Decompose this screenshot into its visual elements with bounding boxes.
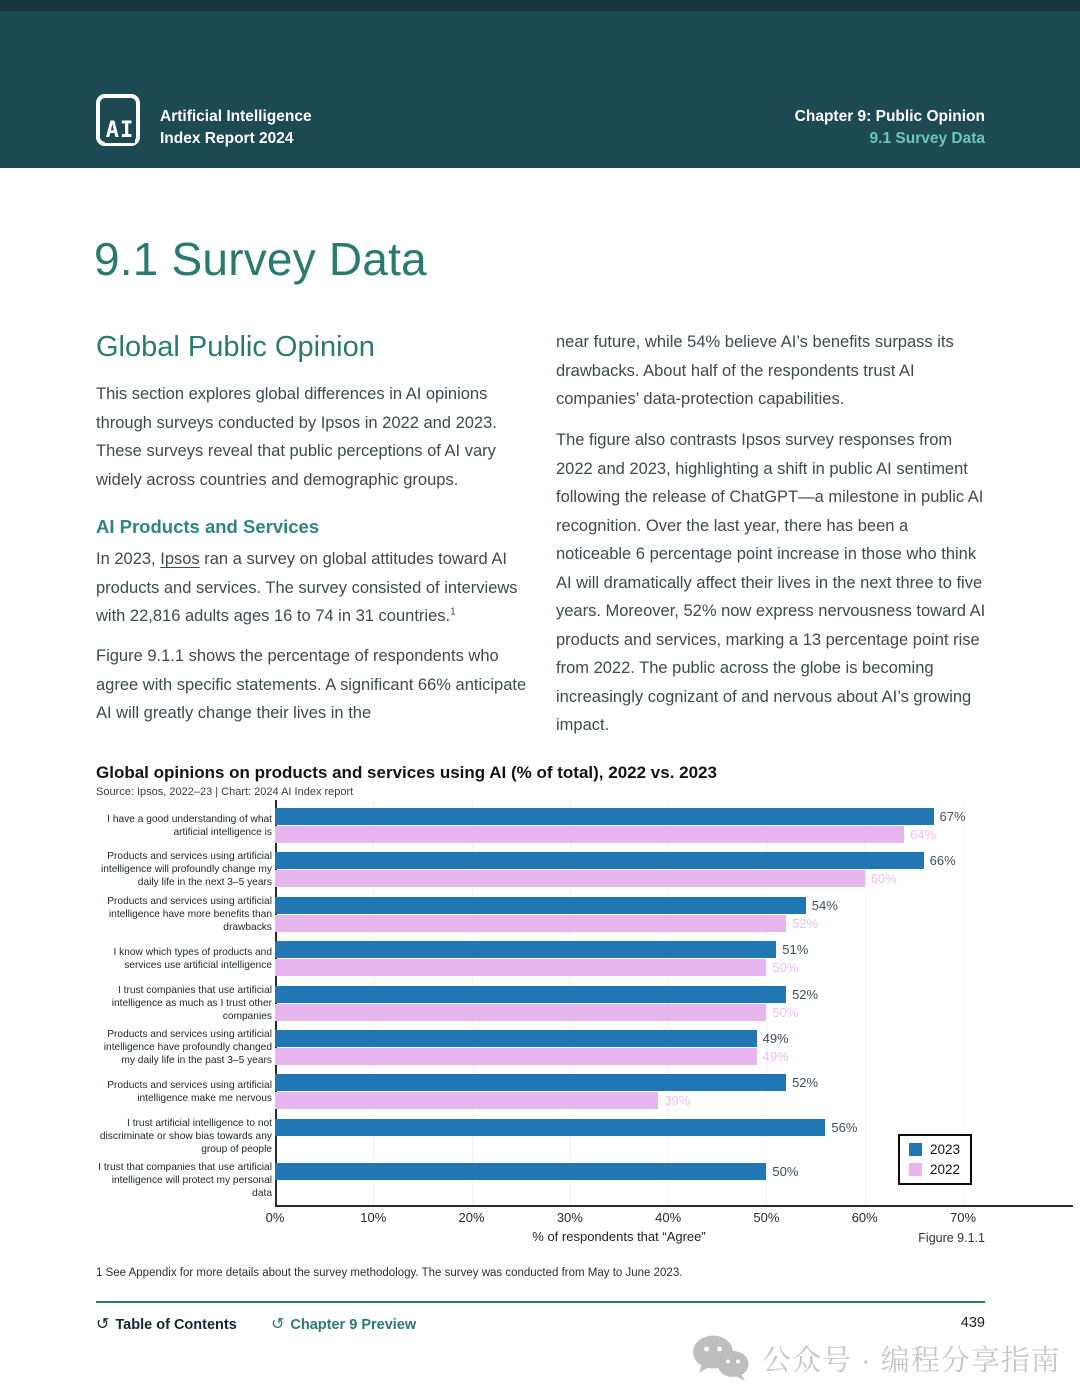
right-paragraph-1: near future, while 54% believe AI’s benefits surpass its drawbacks. About half of the respondents trust AI companies’ data-protection capabilities.	[556, 333, 954, 408]
bar-value-2023: 52%	[792, 987, 819, 1002]
footnote-marker: 1	[450, 606, 456, 618]
x-tick-label: 0%	[265, 1210, 285, 1225]
bar-value-2023: 67%	[939, 809, 966, 824]
figure-caption: Figure 9.1.1	[918, 1231, 985, 1245]
ipsos-link[interactable]: Ipsos	[160, 550, 200, 568]
bar-value-2022: 39%	[664, 1092, 691, 1108]
legend-label-2023: 2023	[930, 1142, 961, 1157]
header-top-strip	[0, 0, 1080, 11]
header-section: 9.1 Survey Data	[869, 129, 985, 147]
bar-2023	[275, 986, 786, 1003]
x-tick-label: 40%	[655, 1210, 682, 1225]
watermark-text: 公众号 · 编程分享指南	[762, 1344, 1061, 1377]
bar-value-2022: 49%	[762, 1048, 789, 1064]
legend-row	[909, 1162, 960, 1177]
x-axis-label: % of respondents that “Agree”	[532, 1229, 706, 1244]
chapter-9-preview-link[interactable]	[271, 1315, 416, 1335]
logo-text: AI	[105, 118, 135, 143]
bar-2022	[275, 826, 904, 843]
bar-2023	[275, 808, 934, 825]
x-tick-label: 50%	[753, 1210, 780, 1225]
x-tick-label: 70%	[949, 1210, 977, 1225]
x-axis-line	[275, 1205, 1073, 1207]
category-label: I trust companies that use artificial intelligence as much as I trust other companies	[111, 985, 272, 1022]
bar-value-2023: 66%	[929, 853, 956, 868]
right-paragraph-2: The figure also contrasts Ipsos survey responses from 2022 and 2023, highlighting a shift in public AI sentiment following the release of ChatGPT—a milestone in public AI recognition. Over the last year, there has been a noticeable 6 percentage point increase in those who think AI will dramatically affect their lives in the next three to five years. Moreover, 52% now express nervousness toward AI products and services, marking a 13 percentage point rise from 2022. The public across the globe is becoming increasingly cognizant of and nervous about AI’s growing impact.	[556, 431, 986, 734]
ai-index-logo-icon	[96, 94, 140, 146]
x-tick-label: 10%	[360, 1210, 387, 1225]
legend-row	[909, 1142, 960, 1157]
bar-chart-figure-9-1-1	[96, 800, 985, 1260]
bar-value-2023: 49%	[762, 1031, 789, 1046]
bar-2022	[275, 915, 786, 932]
brand-line2: Index Report 2024	[160, 129, 294, 147]
category-label: I trust artificial intelligence to not discriminate or show bias towards any group of people	[99, 1118, 272, 1155]
header-breadcrumb	[795, 106, 985, 149]
subheading-ai-products-services: AI Products and Services	[96, 516, 320, 537]
bar-value-2023: 56%	[831, 1120, 858, 1135]
table-of-contents-link[interactable]	[96, 1315, 237, 1335]
bar-2023	[275, 852, 924, 869]
paragraph2-post: ran a survey on global attitudes toward AI products and services. The survey consisted of interviews with 22,816 adults ages 16 to 74 in 31 countries.	[96, 550, 518, 625]
preview-label: Chapter 9 Preview	[290, 1317, 417, 1333]
bar-2023	[275, 1074, 786, 1091]
category-label: Products and services using artificial intelligence have more benefits than drawbacks	[107, 896, 272, 933]
bar-2022	[275, 870, 865, 887]
x-tick-label: 20%	[458, 1210, 485, 1225]
brand-line1: Artificial Intelligence	[160, 108, 312, 125]
bar-2023	[275, 1119, 825, 1136]
wechat-icon	[692, 1334, 750, 1382]
paragraph2-pre: In 2023,	[96, 550, 161, 568]
page-number: 439	[960, 1315, 985, 1331]
footer-divider	[96, 1301, 985, 1303]
header-chapter: Chapter 9: Public Opinion	[794, 108, 985, 125]
bar-value-2022: 64%	[910, 826, 937, 842]
category-label: Products and services using artificial intelligence make me nervous	[107, 1079, 272, 1104]
back-arrow-icon: ↺	[271, 1316, 285, 1333]
bar-2022	[275, 1048, 757, 1065]
section-heading-global-public-opinion: Global Public Opinion	[96, 331, 375, 363]
left-paragraph-3: Figure 9.1.1 shows the percentage of respondents who agree with specific statements. A significant 66% anticipate AI will greatly change their lives in the	[96, 647, 527, 722]
page-title: 9.1 Survey Data	[94, 233, 427, 285]
category-label: Products and services using artificial intelligence will profoundly change my daily life in the next 3–5 years	[100, 851, 272, 888]
left-paragraph-1: This section explores global differences in AI opinions through surveys conducted by Ipsos in 2022 and 2023. These surveys reveal that public perceptions of AI vary widely across countries and demographic groups.	[96, 385, 497, 489]
bar-value-2022: 60%	[870, 870, 897, 886]
chart-legend	[898, 1134, 972, 1185]
legend-label-2022: 2022	[930, 1162, 961, 1177]
category-label: I know which types of products and services use artificial intelligence	[113, 946, 272, 971]
legend-swatch-2022	[909, 1163, 922, 1176]
category-label: I have a good understanding of what artificial intelligence is	[107, 813, 272, 838]
bar-value-2022: 50%	[772, 959, 799, 975]
bar-2022	[275, 959, 766, 976]
page-footnote: 1 See Appendix for more details about the survey methodology. The survey was conducted from May to June 2023.	[96, 1267, 683, 1279]
toc-label: Table of Contents	[115, 1317, 237, 1333]
chart-source: Source: Ipsos, 2022–23 | Chart: 2024 AI Index report	[96, 786, 354, 798]
bar-value-2023: 52%	[792, 1075, 819, 1090]
bar-2023	[275, 897, 806, 914]
chart-title: Global opinions on products and services using AI (% of total), 2022 vs. 2023	[96, 763, 717, 782]
brand-title	[160, 106, 312, 149]
bar-value-2023: 50%	[772, 1164, 799, 1179]
watermark	[692, 1334, 1064, 1382]
left-paragraph-2	[96, 545, 528, 631]
category-label: I trust that companies that use artificial intelligence will protect my personal data	[98, 1162, 272, 1199]
legend-swatch-2023	[909, 1143, 922, 1156]
bar-value-2022: 52%	[792, 915, 819, 931]
bar-2023	[275, 1163, 766, 1180]
bar-2023	[275, 1030, 757, 1047]
bar-value-2023: 51%	[782, 942, 809, 957]
category-label: Products and services using artificial intelligence have profoundly changed my daily life in the past 3–5 years	[103, 1029, 272, 1066]
bar-value-2023: 54%	[811, 898, 838, 913]
header-band	[0, 0, 1080, 168]
bar-2022	[275, 1092, 658, 1109]
x-tick-label: 60%	[851, 1210, 878, 1225]
bar-2023	[275, 941, 776, 958]
bar-value-2022: 50%	[772, 1004, 799, 1020]
back-arrow-icon: ↺	[96, 1316, 110, 1333]
bar-2022	[275, 1004, 766, 1021]
x-tick-label: 30%	[556, 1210, 583, 1225]
